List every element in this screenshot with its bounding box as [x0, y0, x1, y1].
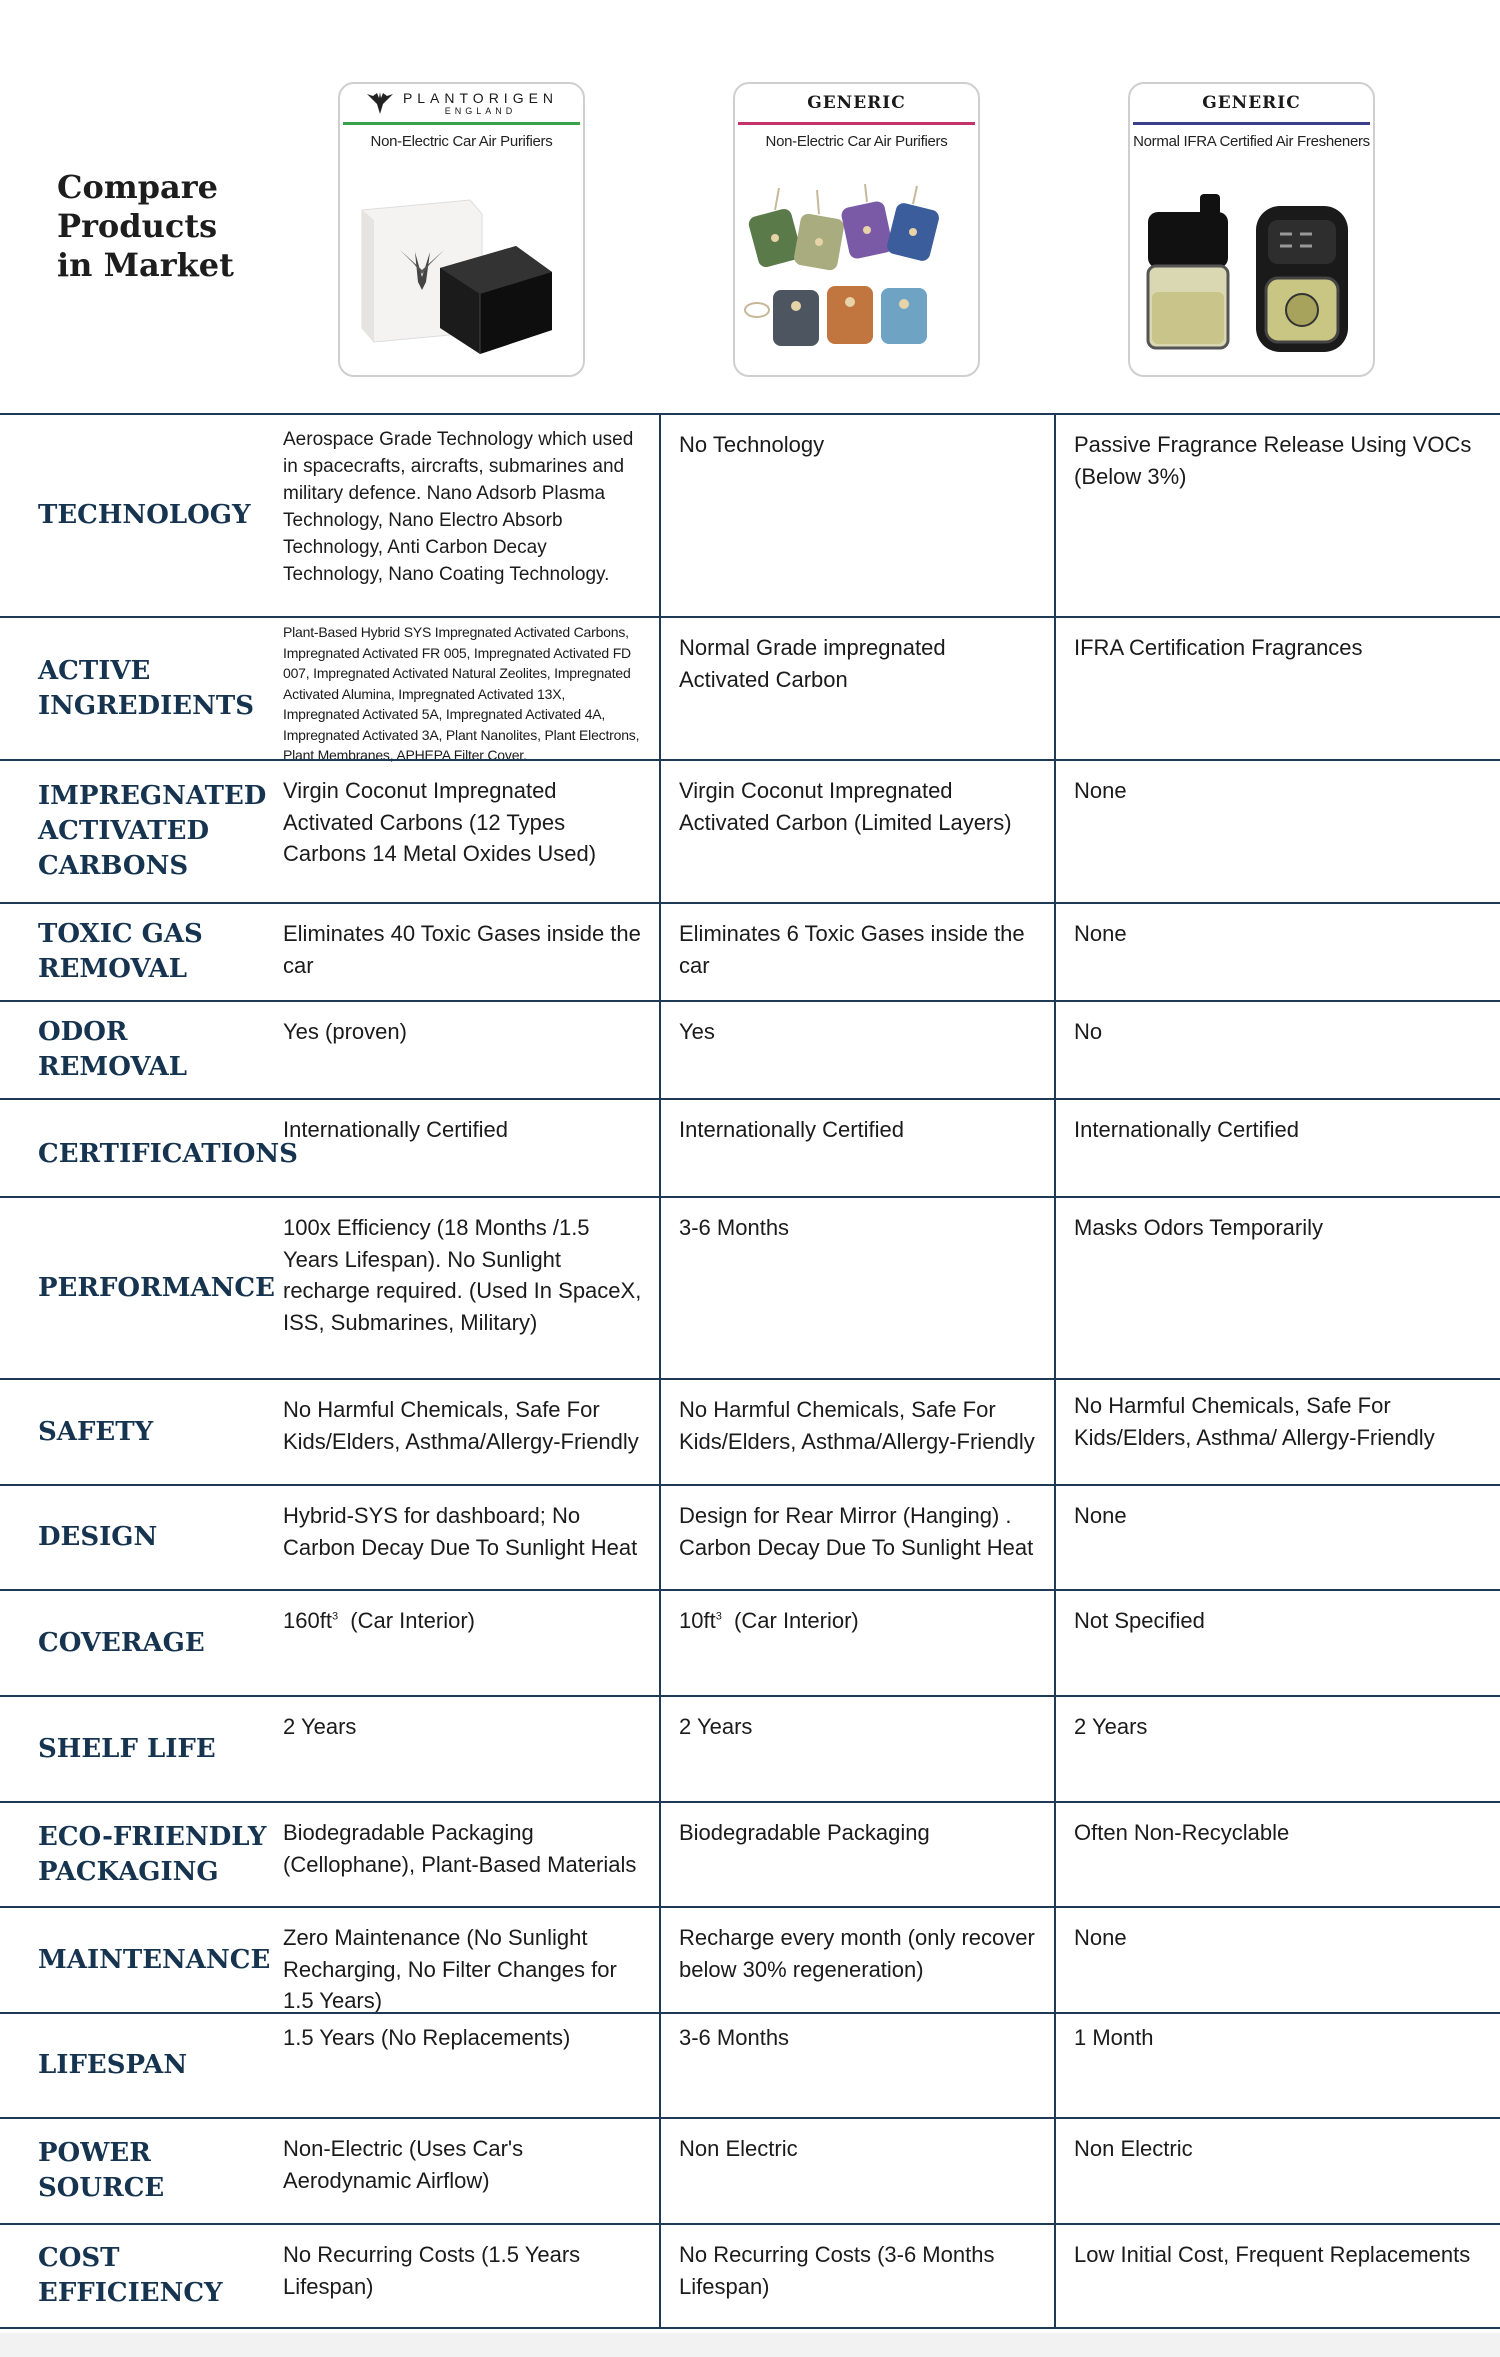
- cell-generic-freshener: IFRA Certification Fragrances: [1054, 618, 1500, 759]
- product-subtitle: Non-Electric Car Air Purifiers: [370, 133, 553, 150]
- table-row: [0, 1906, 1500, 2012]
- row-label: PERFORMANCE: [38, 1272, 275, 1303]
- table-row: [0, 1484, 1500, 1589]
- cell-plantorigen: 2 Years: [283, 1714, 357, 1739]
- row-label: MAINTENANCE: [38, 1944, 271, 1975]
- table-row: [0, 1801, 1500, 1906]
- coverage-value: 10ft: [679, 1608, 716, 1633]
- brand-accent-line: [343, 122, 580, 125]
- table-row: [0, 1000, 1500, 1098]
- row-label: SAFETY: [38, 1416, 154, 1447]
- cell-generic-purifier: Eliminates 6 Toxic Gases inside the car: [659, 904, 1054, 1000]
- row-label: IMPREGNATED ACTIVATED CARBONS: [38, 781, 267, 881]
- table-row: [0, 759, 1500, 902]
- cell-generic-freshener: 2 Years: [1054, 1697, 1500, 1801]
- cell-plantorigen: [265, 1591, 660, 1695]
- cell-generic-purifier: No Recurring Costs (3-6 Months Lifespan): [659, 2225, 1054, 2327]
- cell-generic-purifier: Design for Rear Mirror (Hanging) . Carbon Decay Due To Sunlight Heat: [659, 1486, 1054, 1589]
- comparison-header: [0, 0, 1500, 413]
- table-row: [0, 413, 1500, 616]
- product-subtitle: Normal IFRA Certified Air Fresheners: [1133, 133, 1370, 150]
- cell-plantorigen: Hybrid-SYS for dashboard; No Carbon Decay Due To Sunlight Heat: [283, 1503, 638, 1560]
- brand-header: GENERIC: [1202, 93, 1301, 113]
- cell-generic-freshener: Passive Fragrance Release Using VOCs (Below 3%): [1054, 415, 1500, 616]
- cell-plantorigen: Eliminates 40 Toxic Gases inside the car: [283, 921, 641, 978]
- cell-plantorigen: Virgin Coconut Impregnated Activated Carbons (12 Types Carbons 14 Metal Oxides Used): [283, 778, 597, 866]
- cell-generic-freshener: None: [1054, 1908, 1500, 2012]
- cell-generic-freshener: None: [1054, 761, 1500, 902]
- cell-generic-purifier: No Harmful Chemicals, Safe For Kids/Elders, Asthma/Allergy-Friendly: [659, 1380, 1054, 1484]
- coverage-value: 160ft: [283, 1608, 332, 1633]
- cell-generic-purifier: 3-6 Months: [659, 2014, 1054, 2117]
- cell-plantorigen: 100x Efficiency (18 Months /1.5 Years Lifespan). No Sunlight recharge required. (Used In SpaceX, ISS, Submarines, Military): [283, 1215, 642, 1335]
- cell-plantorigen: Internationally Certified: [283, 1117, 509, 1142]
- row-label: ODOR REMOVAL: [38, 1017, 188, 1082]
- title-line: Compare: [57, 168, 218, 206]
- table-row: [0, 1098, 1500, 1196]
- cell-generic-freshener: None: [1054, 904, 1500, 1000]
- cell-plantorigen: Non-Electric (Uses Car's Aerodynamic Airflow): [283, 2136, 524, 2193]
- charcoal-bags-icon: [735, 182, 978, 372]
- brand-accent-line: [1133, 122, 1370, 125]
- cell-plantorigen: No Recurring Costs (1.5 Years Lifespan): [283, 2242, 581, 2299]
- product-subtitle: Non-Electric Car Air Purifiers: [765, 133, 948, 150]
- cell-generic-freshener: No: [1054, 1002, 1500, 1098]
- brand-sub: ENGLAND: [444, 106, 517, 116]
- row-label: TOXIC GAS REMOVAL: [38, 919, 203, 984]
- table-row: [0, 616, 1500, 763]
- brand-name: PLANTORIGEN: [402, 90, 559, 106]
- cell-generic-purifier: No Technology: [659, 415, 1054, 616]
- table-row: [0, 2223, 1500, 2329]
- cell-generic-purifier: Yes: [659, 1002, 1054, 1098]
- table-row: [0, 902, 1500, 1000]
- cell-generic-purifier: Virgin Coconut Impregnated Activated Carbon (Limited Layers): [659, 761, 1054, 902]
- row-label: COVERAGE: [38, 1627, 205, 1658]
- cell-plantorigen: Biodegradable Packaging (Cellophane), Plant-Based Materials: [283, 1820, 637, 1877]
- row-label: POWER SOURCE: [38, 2138, 165, 2203]
- cell-plantorigen: Plant-Based Hybrid SYS Impregnated Activated Carbons, Impregnated Activated FR 005, Impregnated Activated FD 007, Impregnated Activated Natural Zeolites, Impregnated Activated Alumina, Impregnated Activated 13X, Impregnated Activated 5A, Impregnated Activated 4A, Impregnated Activated 3A, Plant Nanolites, Plant Electrons, Plant Membranes, APHEPA Filter Cover.: [283, 624, 640, 763]
- cell-generic-freshener: No Harmful Chemicals, Safe For Kids/Elders, Asthma/ Allergy-Friendly: [1054, 1380, 1500, 1484]
- title-line: Products: [57, 207, 218, 245]
- black-box-product-icon: [340, 182, 583, 372]
- table-row: [0, 2012, 1500, 2117]
- eagle-logo-icon: [365, 90, 395, 116]
- cell-generic-purifier: 3-6 Months: [659, 1198, 1054, 1378]
- cell-generic-purifier: Biodegradable Packaging: [659, 1803, 1054, 1906]
- superscript: 3: [331, 1610, 339, 1623]
- page-title: [57, 168, 257, 285]
- row-label: SHELF LIFE: [38, 1733, 216, 1764]
- cell-generic-freshener: Internationally Certified: [1054, 1100, 1500, 1196]
- row-label: DESIGN: [38, 1522, 158, 1552]
- row-label: LIFESPAN: [38, 2050, 188, 2080]
- vent-freshener-icon: [1130, 182, 1373, 372]
- brand-header: GENERIC: [807, 93, 906, 113]
- row-label: ECO-FRIENDLY PACKAGING: [38, 1821, 267, 1887]
- footer-bar: [0, 2333, 1500, 2357]
- comparison-table: [0, 413, 1500, 2329]
- coverage-note: (Car Interior): [721, 1608, 859, 1633]
- cell-generic-purifier: Internationally Certified: [659, 1100, 1054, 1196]
- table-row: [0, 1196, 1500, 1378]
- cell-generic-purifier: 2 Years: [659, 1697, 1054, 1801]
- cell-generic-purifier: [659, 1591, 1054, 1695]
- cell-generic-freshener: Not Specified: [1054, 1591, 1500, 1695]
- cell-generic-freshener: None: [1054, 1486, 1500, 1589]
- product-card-generic-purifier: [733, 82, 980, 377]
- cell-generic-freshener: Masks Odors Temporarily: [1054, 1198, 1500, 1378]
- brand-header: [340, 84, 583, 122]
- cell-generic-purifier: Non Electric: [659, 2119, 1054, 2223]
- row-label: CERTIFICATIONS: [38, 1138, 298, 1169]
- coverage-note: (Car Interior): [338, 1608, 475, 1633]
- cell-plantorigen: Yes (proven): [283, 1019, 407, 1044]
- cell-plantorigen: Aerospace Grade Technology which used in spacecrafts, aircrafts, submarines and military defence. Nano Adsorb Plasma Technology, Nano Electro Absorb Technology, Anti Carbon Decay Technology, Nano Coating Technology.: [283, 429, 634, 585]
- cell-plantorigen: No Harmful Chemicals, Safe For Kids/Elders, Asthma/Allergy-Friendly: [283, 1397, 639, 1454]
- superscript: 3: [715, 1610, 722, 1623]
- cell-plantorigen: Zero Maintenance (No Sunlight Recharging, No Filter Changes for 1.5 Years): [283, 1925, 617, 2013]
- row-label: COST EFFICIENCY: [38, 2243, 223, 2308]
- row-label: TECHNOLOGY: [38, 500, 251, 530]
- cell-generic-freshener: Low Initial Cost, Frequent Replacements: [1054, 2225, 1500, 2327]
- cell-generic-purifier: Recharge every month (only recover below 30% regeneration): [659, 1908, 1054, 2012]
- row-label: ACTIVE INGREDIENTS: [38, 655, 254, 721]
- cell-generic-purifier: Normal Grade impregnated Activated Carbon: [659, 618, 1054, 759]
- brand-accent-line: [738, 122, 975, 125]
- cell-generic-freshener: Non Electric: [1054, 2119, 1500, 2223]
- product-card-plantorigen: [338, 82, 585, 377]
- product-card-generic-freshener: [1128, 82, 1375, 377]
- table-row: [0, 1378, 1500, 1484]
- table-row: [0, 1589, 1500, 1695]
- cell-plantorigen: 1.5 Years (No Replacements): [283, 2025, 571, 2050]
- cell-generic-freshener: 1 Month: [1054, 2014, 1500, 2117]
- title-line: in Market: [57, 246, 234, 284]
- cell-generic-freshener: Often Non-Recyclable: [1054, 1803, 1500, 1906]
- table-row: [0, 2117, 1500, 2223]
- table-row: [0, 1695, 1500, 1801]
